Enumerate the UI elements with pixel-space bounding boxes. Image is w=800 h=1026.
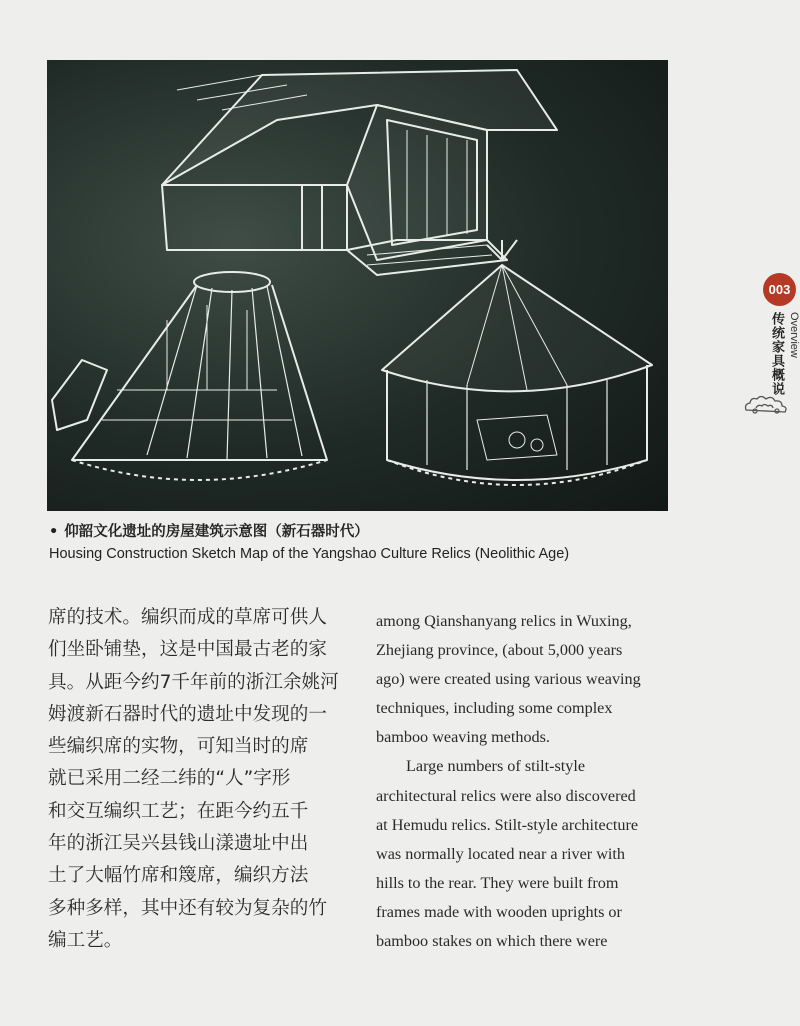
en-line: techniques, including some complex [376,699,613,718]
zh-line: 就已采用二经二纬的“人”字形 [48,768,291,790]
bullet-icon: • [49,524,59,540]
caption-en: Housing Construction Sketch Map of the Yangshao Culture Relics (Neolithic Age) [49,546,570,562]
zh-line: 姆渡新石器时代的遗址中发现的一 [48,703,327,725]
zh-line: 席的技术。编织而成的草席可供人 [48,607,327,628]
en-line: hills to the rear. They were built from [376,873,619,892]
en-line: Large numbers of stilt-style [406,757,586,776]
section-label-en: Overview [788,312,800,358]
zh-line: 们坐卧铺垫，这是中国最古老的家 [48,639,327,661]
zh-line: 些编织席的实物，可知当时的席 [48,736,309,758]
en-line: bamboo stakes on which there were [376,932,608,951]
page-number-badge: 003 [763,273,796,306]
en-line: architectural relics were also discovered [376,786,636,805]
caption-zh [49,522,669,542]
section-label-zh: 传统家具概说 [769,312,784,396]
en-line: ago) were created using various weaving [376,670,641,689]
zh-line: 年的浙江吴兴县钱山漾遗址中出 [48,833,309,855]
zh-line: 多种多样，其中还有较为复杂的竹 [48,897,327,919]
english-body-column [376,607,676,956]
zh-line: 具。从距今约7千年前的浙江余姚河 [48,671,339,693]
zh-line: 土了大幅竹席和篾席，编织方法 [48,865,309,887]
chinese-body-column [48,602,368,957]
cloud-ornament-icon [742,392,790,418]
conical-hut-sketch [52,272,327,480]
en-line: Zhejiang province, (about 5,000 years [376,641,623,660]
zh-line: 编工艺。 [48,929,123,951]
en-paragraph-2 [376,752,676,956]
round-hut-sketch [382,240,652,485]
figure-caption [49,522,669,564]
en-line: among Qianshanyang relics in Wuxing, [376,612,632,630]
caption-zh-text: 仰韶文化遗址的房屋建筑示意图（新石器时代） [64,524,369,540]
en-paragraph-1 [376,607,676,752]
zh-line: 和交互编织工艺；在距今约五千 [48,800,309,822]
en-line: bamboo weaving methods. [376,728,550,747]
hut-sketch-illustration [47,60,668,511]
en-line: was normally located near a river with [376,844,626,863]
long-house-sketch [162,70,557,275]
en-line: frames made with wooden uprights or [376,902,622,921]
en-line: at Hemudu relics. Stilt-style architecture [376,815,639,834]
housing-sketch-figure [47,60,668,511]
